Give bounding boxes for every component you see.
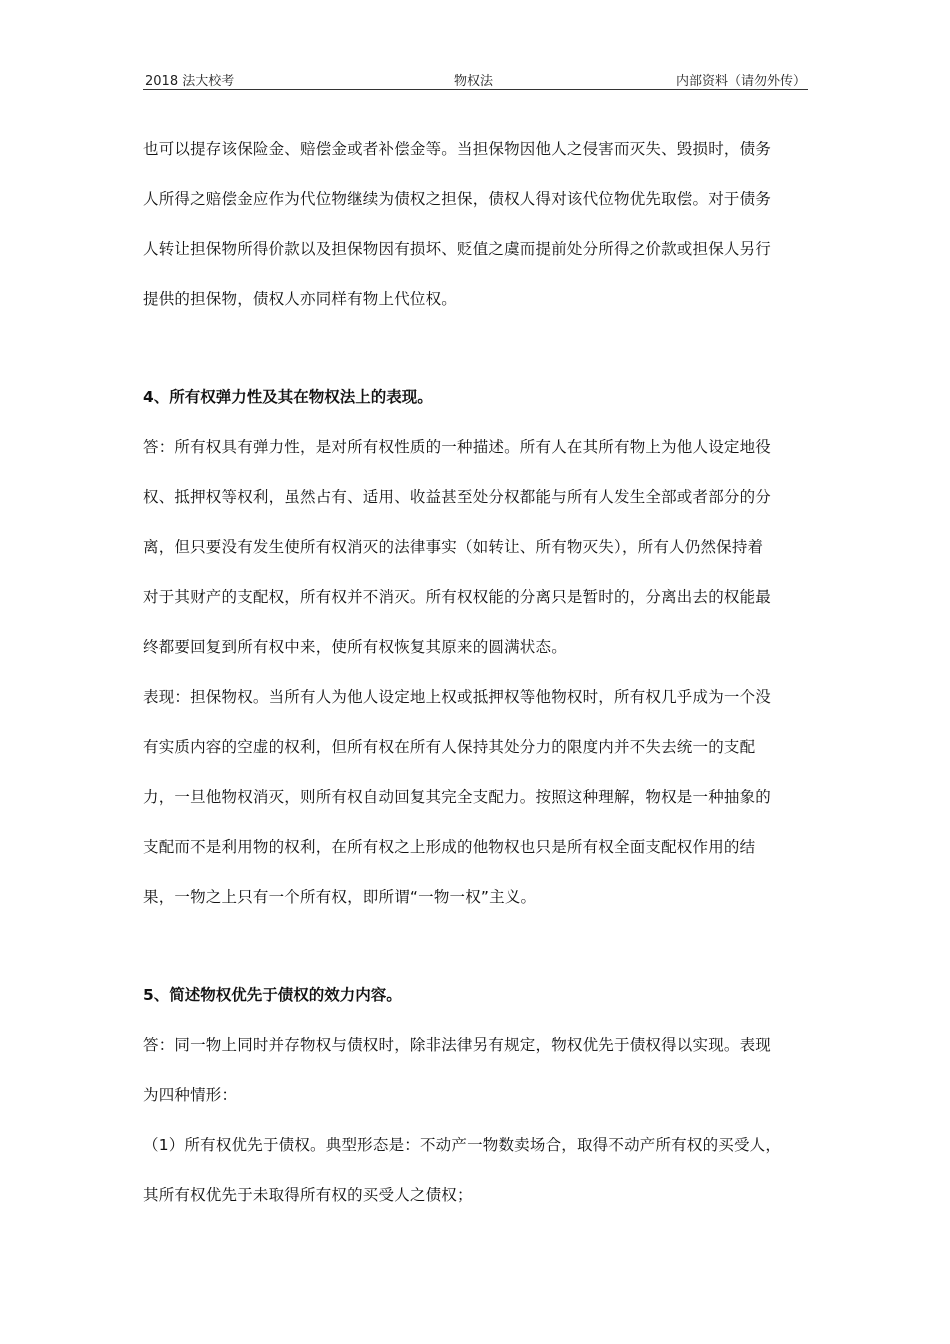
section-5-item-1 bbox=[143, 1120, 808, 1220]
header-left: 2018 法大校考 bbox=[145, 74, 235, 89]
section-4-answer bbox=[143, 422, 808, 672]
text-line: 表现：担保物权。当所有人为他人设定地上权或抵押权等他物权时，所有权几乎成为一个没 bbox=[143, 688, 772, 706]
text-line: 其所有权优先于未取得所有权的买受人之债权； bbox=[143, 1186, 473, 1204]
spacer bbox=[143, 324, 808, 372]
section-4-expression bbox=[143, 672, 808, 922]
header-right: 内部资料（请勿外传） bbox=[675, 74, 806, 89]
text-line: 果，一物之上只有一个所有权，即所谓“一物一权”主义。 bbox=[143, 888, 537, 906]
text-line: 对于其财产的支配权，所有权并不消灭。所有权权能的分离只是暂时的，分离出去的权能最 bbox=[143, 588, 772, 606]
text-line: 人转让担保物所得价款以及担保物因有损坏、贬值之虞而提前处分所得之价款或担保人另行 bbox=[143, 240, 772, 258]
text-line: 权、抵押权等权利，虽然占有、适用、收益甚至处分权都能与所有人发生全部或者部分的分 bbox=[143, 488, 772, 506]
text-line: 支配而不是利用物的权利，在所有权之上形成的他物权也只是所有权全面支配权作用的结 bbox=[143, 838, 756, 856]
text-line: 力，一旦他物权消灭，则所有权自动回复其完全支配力。按照这种理解，物权是一种抽象的 bbox=[143, 788, 772, 806]
section-4-heading: 4、所有权弹力性及其在物权法上的表现。 bbox=[143, 388, 433, 406]
text-line: 也可以提存该保险金、赔偿金或者补偿金等。当担保物因他人之侵害而灭失、毁损时，债务 bbox=[143, 140, 772, 158]
section-5-heading: 5、简述物权优先于债权的效力内容。 bbox=[143, 986, 402, 1004]
spacer bbox=[143, 922, 808, 970]
text-line: 答：所有权具有弹力性，是对所有权性质的一种描述。所有人在其所有物上为他人设定地役 bbox=[143, 438, 772, 456]
text-line: 有实质内容的空虚的权利，但所有权在所有人保持其处分力的限度内并不失去统一的支配 bbox=[143, 738, 756, 756]
document-body bbox=[143, 124, 808, 1220]
header-center: 物权法 bbox=[454, 74, 494, 89]
text-line: 人所得之赔偿金应作为代位物继续为债权之担保，债权人得对该代位物优先取偿。对于债务 bbox=[143, 190, 772, 208]
text-line: 提供的担保物，债权人亦同样有物上代位权。 bbox=[143, 290, 458, 308]
text-line: （1）所有权优先于债权。典型形态是：不动产一物数卖场合，取得不动产所有权的买受人， bbox=[143, 1136, 782, 1154]
text-line: 答：同一物上同时并存物权与债权时，除非法律另有规定，物权优先于债权得以实现。表现 bbox=[143, 1036, 772, 1054]
text-line: 终都要回复到所有权中来，使所有权恢复其原来的圆满状态。 bbox=[143, 638, 567, 656]
continued-paragraph bbox=[143, 124, 808, 324]
text-line: 为四种情形： bbox=[143, 1086, 238, 1104]
text-line: 离，但只要没有发生使所有权消灭的法律事实（如转让、所有物灭失），所有人仍然保持着 bbox=[143, 538, 764, 556]
page-header bbox=[143, 70, 808, 90]
header-divider bbox=[143, 89, 808, 90]
section-5-answer bbox=[143, 1020, 808, 1120]
